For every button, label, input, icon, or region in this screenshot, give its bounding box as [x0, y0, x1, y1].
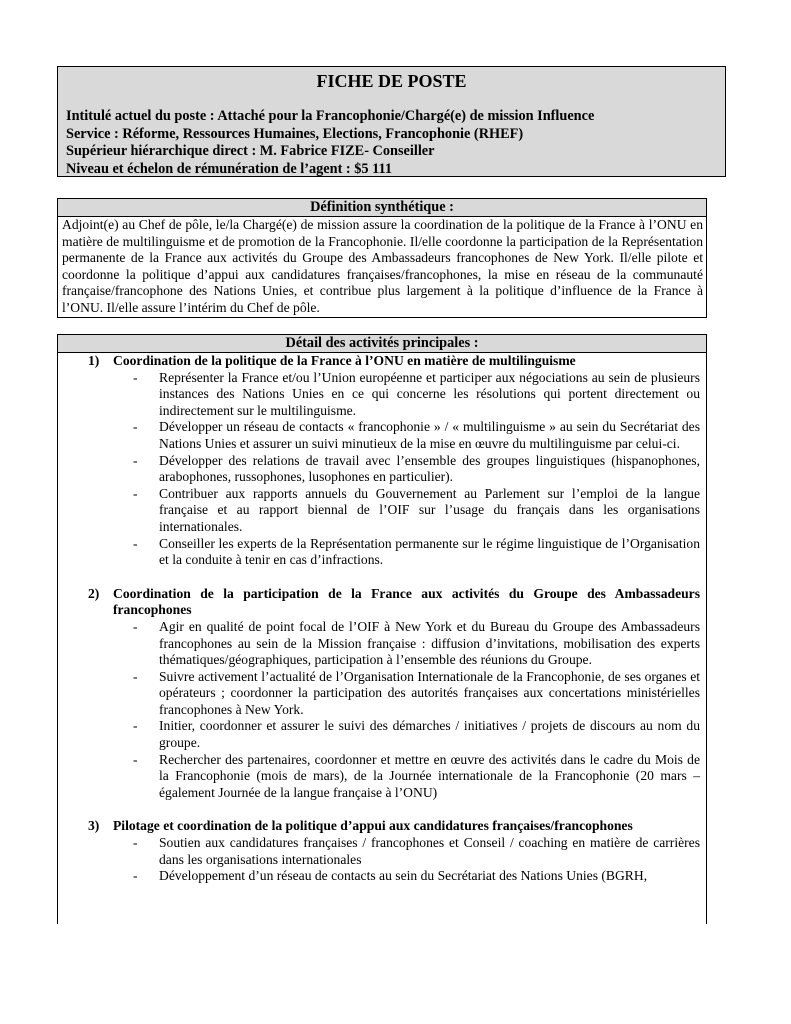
list-item: - Suivre activement l’actualité de l’Organisation Internationale de la Francophonie, de ses organes et opérateurs ; coordonner la participation des autorités françaises aux concertations ministérielles francophones à New York. [133, 668, 700, 717]
list-item: - Développer un réseau de contacts « francophonie » / « multilinguisme » au sein du Secrétariat des Nations Unies et assurer un suivi minutieux de la mise en œuvre du multilinguisme par celui-ci. [133, 419, 700, 451]
activity-title: 1) Coordination de la politique de la France à l’ONU en matière de multilinguisme [88, 353, 576, 368]
activity-number: 2) [88, 585, 100, 601]
activity-item [58, 818, 706, 884]
activities-section [57, 334, 707, 924]
service-line: Service : Réforme, Ressources Humaines, Elections, Francophonie (RHEF) [66, 125, 524, 142]
list-item: - Développement d’un réseau de contacts au sein du Secrétariat des Nations Unies (BGRH, [133, 868, 648, 884]
definition-text: Adjoint(e) au Chef de pôle, le/la Chargé(e) de mission assure la coordination de la politique de la France à l’ONU en matière de multilinguisme et de promotion de la Francophonie. Il/elle coordonne la participation de la Représentation permanente de la France aux activités du Groupe des Ambassadeurs francophones de New York. Il/elle pilote et coordonne la politique d’appui aux candidatures françaises/francophones, la mise en réseau de la communauté française/francophone des Nations Unies, et contribue plus largement à la politique d’influence de la France à l’ONU. Il/elle assure l’intérim du Chef de pôle. [62, 217, 703, 315]
activity-item [58, 586, 706, 802]
header-info [66, 108, 725, 178]
list-item: - Agir en qualité de point focal de l’OIF à New York et du Bureau du Groupe des Ambassadeurs francophones au sein de la Mission française : diffusion d’invitations, mobilisation des experts thématiques/géographiques, participation à l’ensemble des réunions du Groupe. [133, 618, 700, 668]
activity-bullets [58, 835, 706, 885]
list-item: - Rechercher des partenaires, coordonner et mettre en œuvre des activités dans le cadre du Mois de la Francophonie (mois de mars), de la Journée internationale de la Francophonie (20 mars – également Journée de la langue française à l’ONU) [133, 751, 700, 800]
definition-heading: Définition synthétique : [58, 199, 706, 217]
salary-line: Niveau et échelon de rémunération de l’agent : $5 111 [66, 160, 393, 177]
activities-body [58, 353, 706, 885]
list-item: - Soutien aux candidatures françaises / francophones et Conseil / coaching en matière de carrières dans les organisations internationales [133, 835, 700, 867]
list-item: - Développer des relations de travail avec l’ensemble des groupes linguistiques (hispanophones, arabophones, russophones, lusophones en particulier). [133, 452, 700, 485]
activity-title: 3) Pilotage et coordination de la politique d’appui aux candidatures françaises/francophones [88, 818, 633, 834]
supervisor-line: Supérieur hiérarchique direct : M. Fabrice FIZE- Conseiller [66, 143, 435, 159]
job-title-line: Intitulé actuel du poste : Attaché pour la Francophonie/Chargé(e) de mission Influence [66, 108, 595, 124]
list-item: - Contribuer aux rapports annuels du Gouvernement au Parlement sur l’emploi de la langue française et au rapport biennal de l’OIF sur l’usage du français dans les organisations internationales. [133, 485, 700, 534]
activity-item [58, 353, 706, 569]
header-box [57, 66, 726, 177]
list-item: - Conseiller les experts de la Représentation permanente sur le régime linguistique de l’Organisation et la conduite à tenir en cas d’infractions. [133, 535, 700, 568]
activity-bullets [58, 370, 706, 569]
activity-bullets [58, 619, 706, 802]
activity-number: 1) [88, 353, 100, 368]
activities-heading: Détail des activités principales : [58, 335, 706, 353]
definition-section [57, 198, 707, 318]
list-item: - Initier, coordonner et assurer le suivi des démarches / initiatives / projets de discours au nom du groupe. [133, 718, 700, 751]
page-title: FICHE DE POSTE [316, 71, 467, 91]
activity-number: 3) [88, 818, 100, 834]
activity-title: 2) Coordination de la participation de la France aux activités du Groupe des Ambassadeurs francophones [88, 585, 700, 618]
list-item: - Représenter la France et/ou l’Union européenne et participer aux négociations au sein de plusieurs instances des Nations Unies en ce qui concerne les résolutions qui portent directement ou indirectement sur le multilinguisme. [133, 369, 700, 418]
